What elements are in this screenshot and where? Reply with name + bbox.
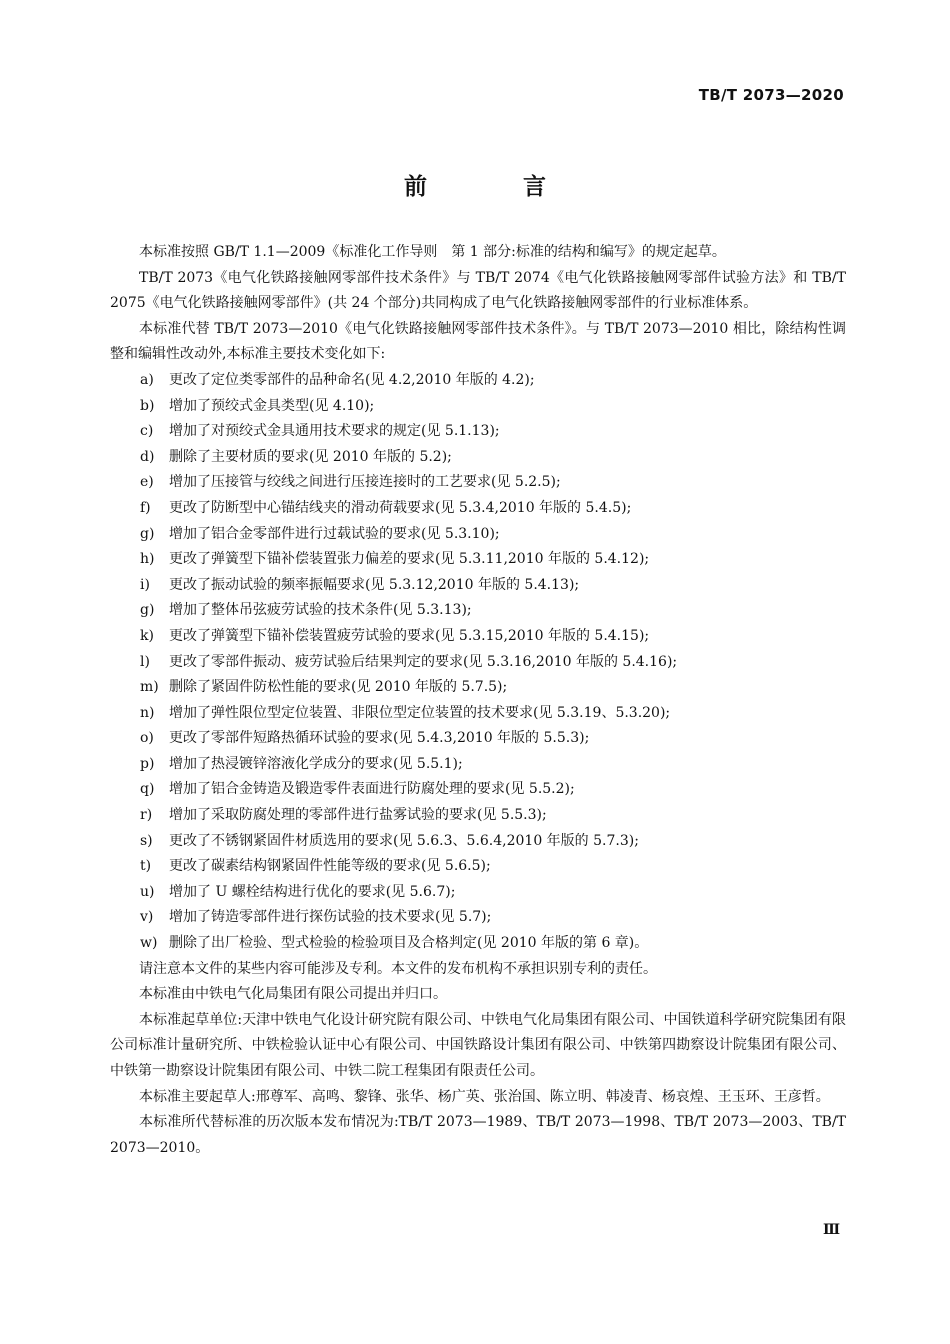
list-item-marker: r) (140, 807, 153, 824)
list-item (110, 829, 846, 855)
list-item (110, 701, 846, 727)
list-item (110, 854, 846, 880)
page-number: Ⅲ (822, 1222, 840, 1238)
list-item-text: 增加了对预绞式金具通用技术要求的规定(见 5.1.13); (169, 423, 500, 440)
paragraph: 本标准代替 TB/T 2073—2010《电气化铁路接触网零部件技术条件》。与 TB/T 2073—2010 相比，除结构性调整和编辑性改动外,本标准主要技术变化如下: (110, 320, 846, 363)
list-item (110, 624, 846, 650)
list-item-marker: d) (140, 448, 155, 465)
list-item-marker: v) (140, 909, 154, 926)
list-item-marker: c) (140, 423, 154, 440)
list-item-marker: f) (140, 499, 151, 516)
list-item-marker: g) (140, 525, 155, 542)
technical-changes-list (110, 368, 846, 957)
preface-body (110, 240, 846, 1161)
list-item-marker: b) (140, 397, 155, 414)
paragraph: 本标准按照 GB/T 1.1—2009《标准化工作导则 第 1 部分:标准的结构和编写》的规定起草。 (139, 244, 726, 260)
list-item-text: 增加了弹性限位型定位装置、非限位型定位装置的技术要求(见 5.3.19、5.3.20); (169, 704, 671, 721)
list-item-text: 更改了防断型中心锚结线夹的滑动荷载要求(见 5.3.4,2010 年版的 5.4.5); (169, 499, 632, 516)
paragraph: TB/T 2073《电气化铁路接触网零部件技术条件》与 TB/T 2074《电气化铁路接触网零部件试验方法》和 TB/T 2075《电气化铁路接触网零部件》(共 24 个部分)共同构成了电气化铁路接触网零部件的行业标准体系。 (110, 269, 846, 312)
list-item-marker: s) (140, 832, 153, 849)
closing-paragraphs (110, 957, 846, 1162)
paragraph: 本标准由中铁电气化局集团有限公司提出并归口。 (139, 986, 447, 1003)
list-item (110, 803, 846, 829)
list-item-text: 更改了振动试验的频率振幅要求(见 5.3.12,2010 年版的 5.4.13); (169, 576, 580, 593)
standard-number: TB/T 2073—2020 (698, 86, 844, 104)
list-item (110, 522, 846, 548)
list-item-text: 增加了采取防腐处理的零部件进行盐雾试验的要求(见 5.5.3); (169, 807, 547, 824)
list-item-marker: i) (140, 576, 150, 593)
list-item (110, 598, 846, 624)
list-item-marker: k) (140, 627, 154, 644)
list-item-text: 删除了出厂检验、型式检验的检验项目及合格判定(见 2010 年版的第 6 章)。 (169, 935, 649, 952)
list-item (110, 880, 846, 906)
list-item-marker: m) (140, 679, 159, 696)
list-item (110, 547, 846, 573)
list-item (110, 675, 846, 701)
list-item-text: 增加了热浸镀锌溶液化学成分的要求(见 5.5.1); (169, 755, 463, 772)
list-item-marker: e) (140, 474, 154, 491)
list-item-marker: h) (140, 551, 155, 568)
list-item-text: 增加了铸造零部件进行探伤试验的技术要求(见 5.7); (169, 909, 492, 926)
list-item-text: 更改了零部件短路热循环试验的要求(见 5.4.3,2010 年版的 5.5.3); (169, 730, 590, 747)
paragraph: 本标准所代替标准的历次版本发布情况为:TB/T 2073—1989、TB/T 2073—1998、TB/T 2073—2003、TB/T 2073—2010。 (110, 1114, 846, 1156)
list-item-text: 更改了弹簧型下锚补偿装置张力偏差的要求(见 5.3.11,2010 年版的 5.4.12); (169, 551, 650, 568)
list-item (110, 368, 846, 394)
list-item-text: 增加了 U 螺栓结构进行优化的要求(见 5.6.7); (169, 883, 456, 900)
list-item-text: 增加了整体吊弦疲劳试验的技术条件(见 5.3.13); (169, 602, 472, 619)
list-item-marker: l) (140, 653, 150, 670)
list-item (110, 777, 846, 803)
page-title: 前 言 (403, 174, 590, 200)
list-item (110, 470, 846, 496)
list-item (110, 931, 846, 957)
list-item-marker: q) (140, 781, 155, 798)
list-item (110, 419, 846, 445)
list-item-text: 增加了铝合金零部件进行过载试验的要求(见 5.3.10); (169, 525, 500, 542)
list-item-marker: p) (140, 755, 155, 772)
paragraph: 本标准起草单位:天津中铁电气化设计研究院有限公司、中铁电气化局集团有限公司、中国铁道科学研究院集团有限公司标准计量研究所、中铁检验认证中心有限公司、中国铁路设计集团有限公司、中铁第四勘察设计院集团有限公司、中铁第一勘察设计院集团有限公司、中铁二院工程集团有限责任公司。 (110, 1011, 846, 1079)
list-item (110, 752, 846, 778)
list-item (110, 394, 846, 420)
list-item-text: 更改了碳素结构钢紧固件性能等级的要求(见 5.6.5); (169, 858, 491, 875)
list-item-marker: u) (140, 883, 155, 900)
intro-paragraphs (110, 240, 846, 368)
list-item (110, 445, 846, 471)
list-item-text: 更改了不锈钢紧固件材质选用的要求(见 5.6.3、5.6.4,2010 年版的 5.7.3); (169, 832, 639, 849)
list-item (110, 496, 846, 522)
list-item-text: 增加了铝合金铸造及锻造零件表面进行防腐处理的要求(见 5.5.2); (169, 781, 575, 798)
list-item-text: 更改了弹簧型下锚补偿装置疲劳试验的要求(见 5.3.15,2010 年版的 5.4.15); (169, 627, 650, 644)
list-item-marker: w) (140, 935, 158, 952)
list-item-text: 删除了主要材质的要求(见 2010 年版的 5.2); (169, 448, 452, 465)
list-item-marker: n) (140, 704, 155, 721)
paragraph: 请注意本文件的某些内容可能涉及专利。本文件的发布机构不承担识别专利的责任。 (139, 960, 657, 977)
list-item (110, 726, 846, 752)
list-item-text: 增加了压接管与绞线之间进行压接连接时的工艺要求(见 5.2.5); (169, 474, 561, 491)
list-item (110, 573, 846, 599)
list-item-marker: o) (140, 730, 154, 747)
list-item-text: 更改了定位类零部件的品种命名(见 4.2,2010 年版的 4.2); (169, 371, 535, 388)
list-item-text: 增加了预绞式金具类型(见 4.10); (169, 397, 375, 414)
list-item (110, 905, 846, 931)
list-item-marker: g) (140, 602, 155, 619)
list-item-marker: a) (140, 371, 154, 388)
list-item-text: 删除了紧固件防松性能的要求(见 2010 年版的 5.7.5); (169, 679, 508, 696)
list-item (110, 650, 846, 676)
list-item-text: 更改了零部件振动、疲劳试验后结果判定的要求(见 5.3.16,2010 年版的 5.4.16); (169, 653, 678, 670)
list-item-marker: t) (140, 858, 152, 875)
paragraph: 本标准主要起草人:邢尊军、高鸣、黎锋、张华、杨广英、张治国、陈立明、韩凌青、杨哀煌、王玉环、王彦哲。 (139, 1088, 830, 1105)
